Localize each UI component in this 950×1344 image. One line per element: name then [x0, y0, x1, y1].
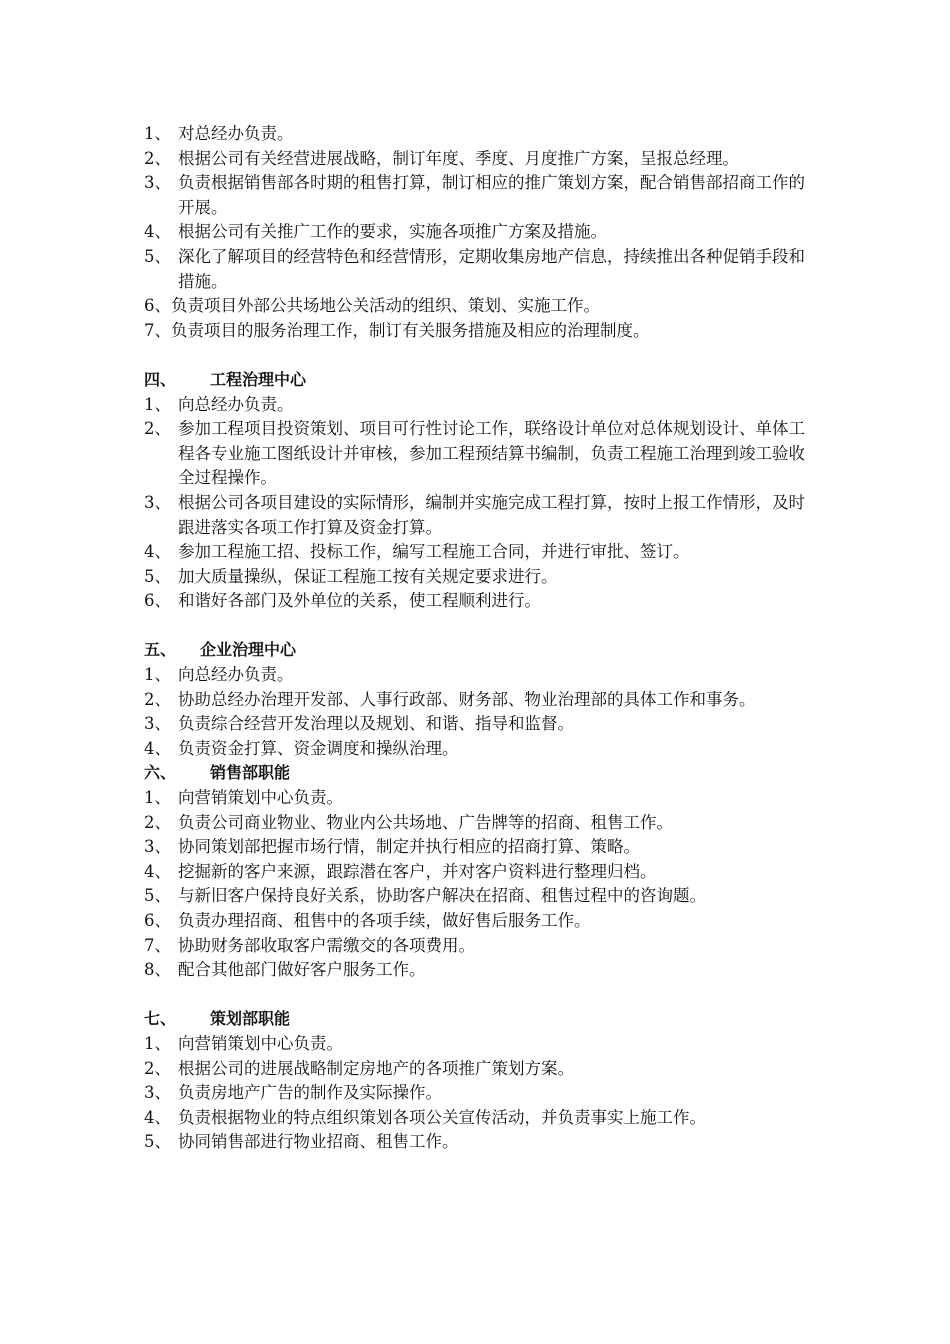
section-sales [144, 761, 814, 982]
list-item: 4、 参加工程施工招、投标工作，编写工程施工合同，并进行审批、签订。 [144, 542, 690, 562]
section-heading: 七、 策划部职能 [144, 1009, 291, 1029]
list-item: 5、 深化了解项目的经营特色和经营情形，定期收集房地产信息，持续推出各种促销手段和措施。 [144, 246, 805, 291]
list-item: 1、 向营销策划中心负责。 [144, 1033, 343, 1053]
list-item: 2、 根据公司有关经营进展战略，制订年度、季度、月度推广方案，呈报总经理。 [144, 148, 739, 168]
section-heading: 六、 销售部职能 [144, 763, 291, 783]
list-item: 3、 负责根据销售部各时期的租售打算，制订相应的推广策划方案，配合销售部招商工作的开展。 [144, 173, 805, 217]
section-planning [144, 1007, 814, 1155]
spacer [144, 614, 814, 639]
list-item: 2、 参加工程项目投资策划、项目可行性讨论工作，联络设计单位对总体规划设计、单体工程各专业施工图纸设计并审核，参加工程预结算书编制，负责工程施工治理到竣工验收全过程操作。 [144, 419, 805, 488]
list-item: 2、 负责公司商业物业、物业内公共场地、广告牌等的招商、租售工作。 [144, 812, 673, 832]
list-item: 5、 加大质量操纵，保证工程施工按有关规定要求进行。 [144, 566, 558, 586]
list-item: 3、 负责房地产广告的制作及实际操作。 [144, 1083, 442, 1103]
list-item: 6、 和谐好各部门及外单位的关系，使工程顺利进行。 [144, 591, 541, 611]
section-heading: 四、 工程治理中心 [144, 369, 307, 389]
list-item: 7、 协助财务部收取客户需缴交的各项费用。 [144, 935, 475, 955]
list-item: 1、 对总经办负责。 [144, 124, 294, 143]
list-item: 6、 负责项目外部公共场地公关活动的组织、策划、实施工作。 [144, 296, 600, 316]
list-item: 4、 负责根据物业的特点组织策划各项公关宣传活动，并负责事实上施工作。 [144, 1107, 706, 1127]
list-item: 1、 向总经办负责。 [144, 394, 294, 414]
intro-list [144, 122, 814, 343]
section-enterprise [144, 638, 814, 761]
spacer [144, 983, 814, 1008]
document-body [144, 122, 814, 1155]
list-item: 1、 向营销策划中心负责。 [144, 788, 343, 808]
list-item: 4、 挖掘新的客户来源，跟踪潜在客户，并对客户资料进行整理归档。 [144, 861, 657, 881]
list-item: 4、 负责资金打算、资金调度和操纵治理。 [144, 738, 459, 758]
list-item: 3、 根据公司各项目建设的实际情形，编制并实施完成工程打算，按时上报工作情形，及时跟进落实各项工作打算及资金打算。 [144, 492, 805, 537]
list-item: 1、 向总经办负责。 [144, 665, 294, 685]
list-item: 5、 与新旧客户保持良好关系，协助客户解决在招商、租售过程中的咨询题。 [144, 886, 706, 906]
list-item: 4、 根据公司有关推广工作的要求，实施各项推广方案及措施。 [144, 222, 607, 242]
list-item: 3、 协同策划部把握市场行情，制定并执行相应的招商打算、策略。 [144, 837, 640, 857]
section-heading: 五、 企业治理中心 [144, 640, 297, 660]
section-engineering [144, 368, 814, 614]
list-item: 5、 协同销售部进行物业招商、租售工作。 [144, 1132, 459, 1152]
list-item: 2、 根据公司的进展战略制定房地产的各项推广策划方案。 [144, 1058, 574, 1078]
list-item: 7、 负责项目的服务治理工作，制订有关服务措施及相应的治理制度。 [144, 320, 650, 340]
list-item: 2、 协助总经办治理开发部、人事行政部、财务部、物业治理部的具体工作和事务。 [144, 689, 756, 709]
list-item: 6、 负责办理招商、租售中的各项手续，做好售后服务工作。 [144, 911, 591, 930]
list-item: 8、 配合其他部门做好客户服务工作。 [144, 960, 426, 980]
spacer [144, 343, 814, 368]
list-item: 3、 负责综合经营开发治理以及规划、和谐、指导和监督。 [144, 714, 574, 734]
